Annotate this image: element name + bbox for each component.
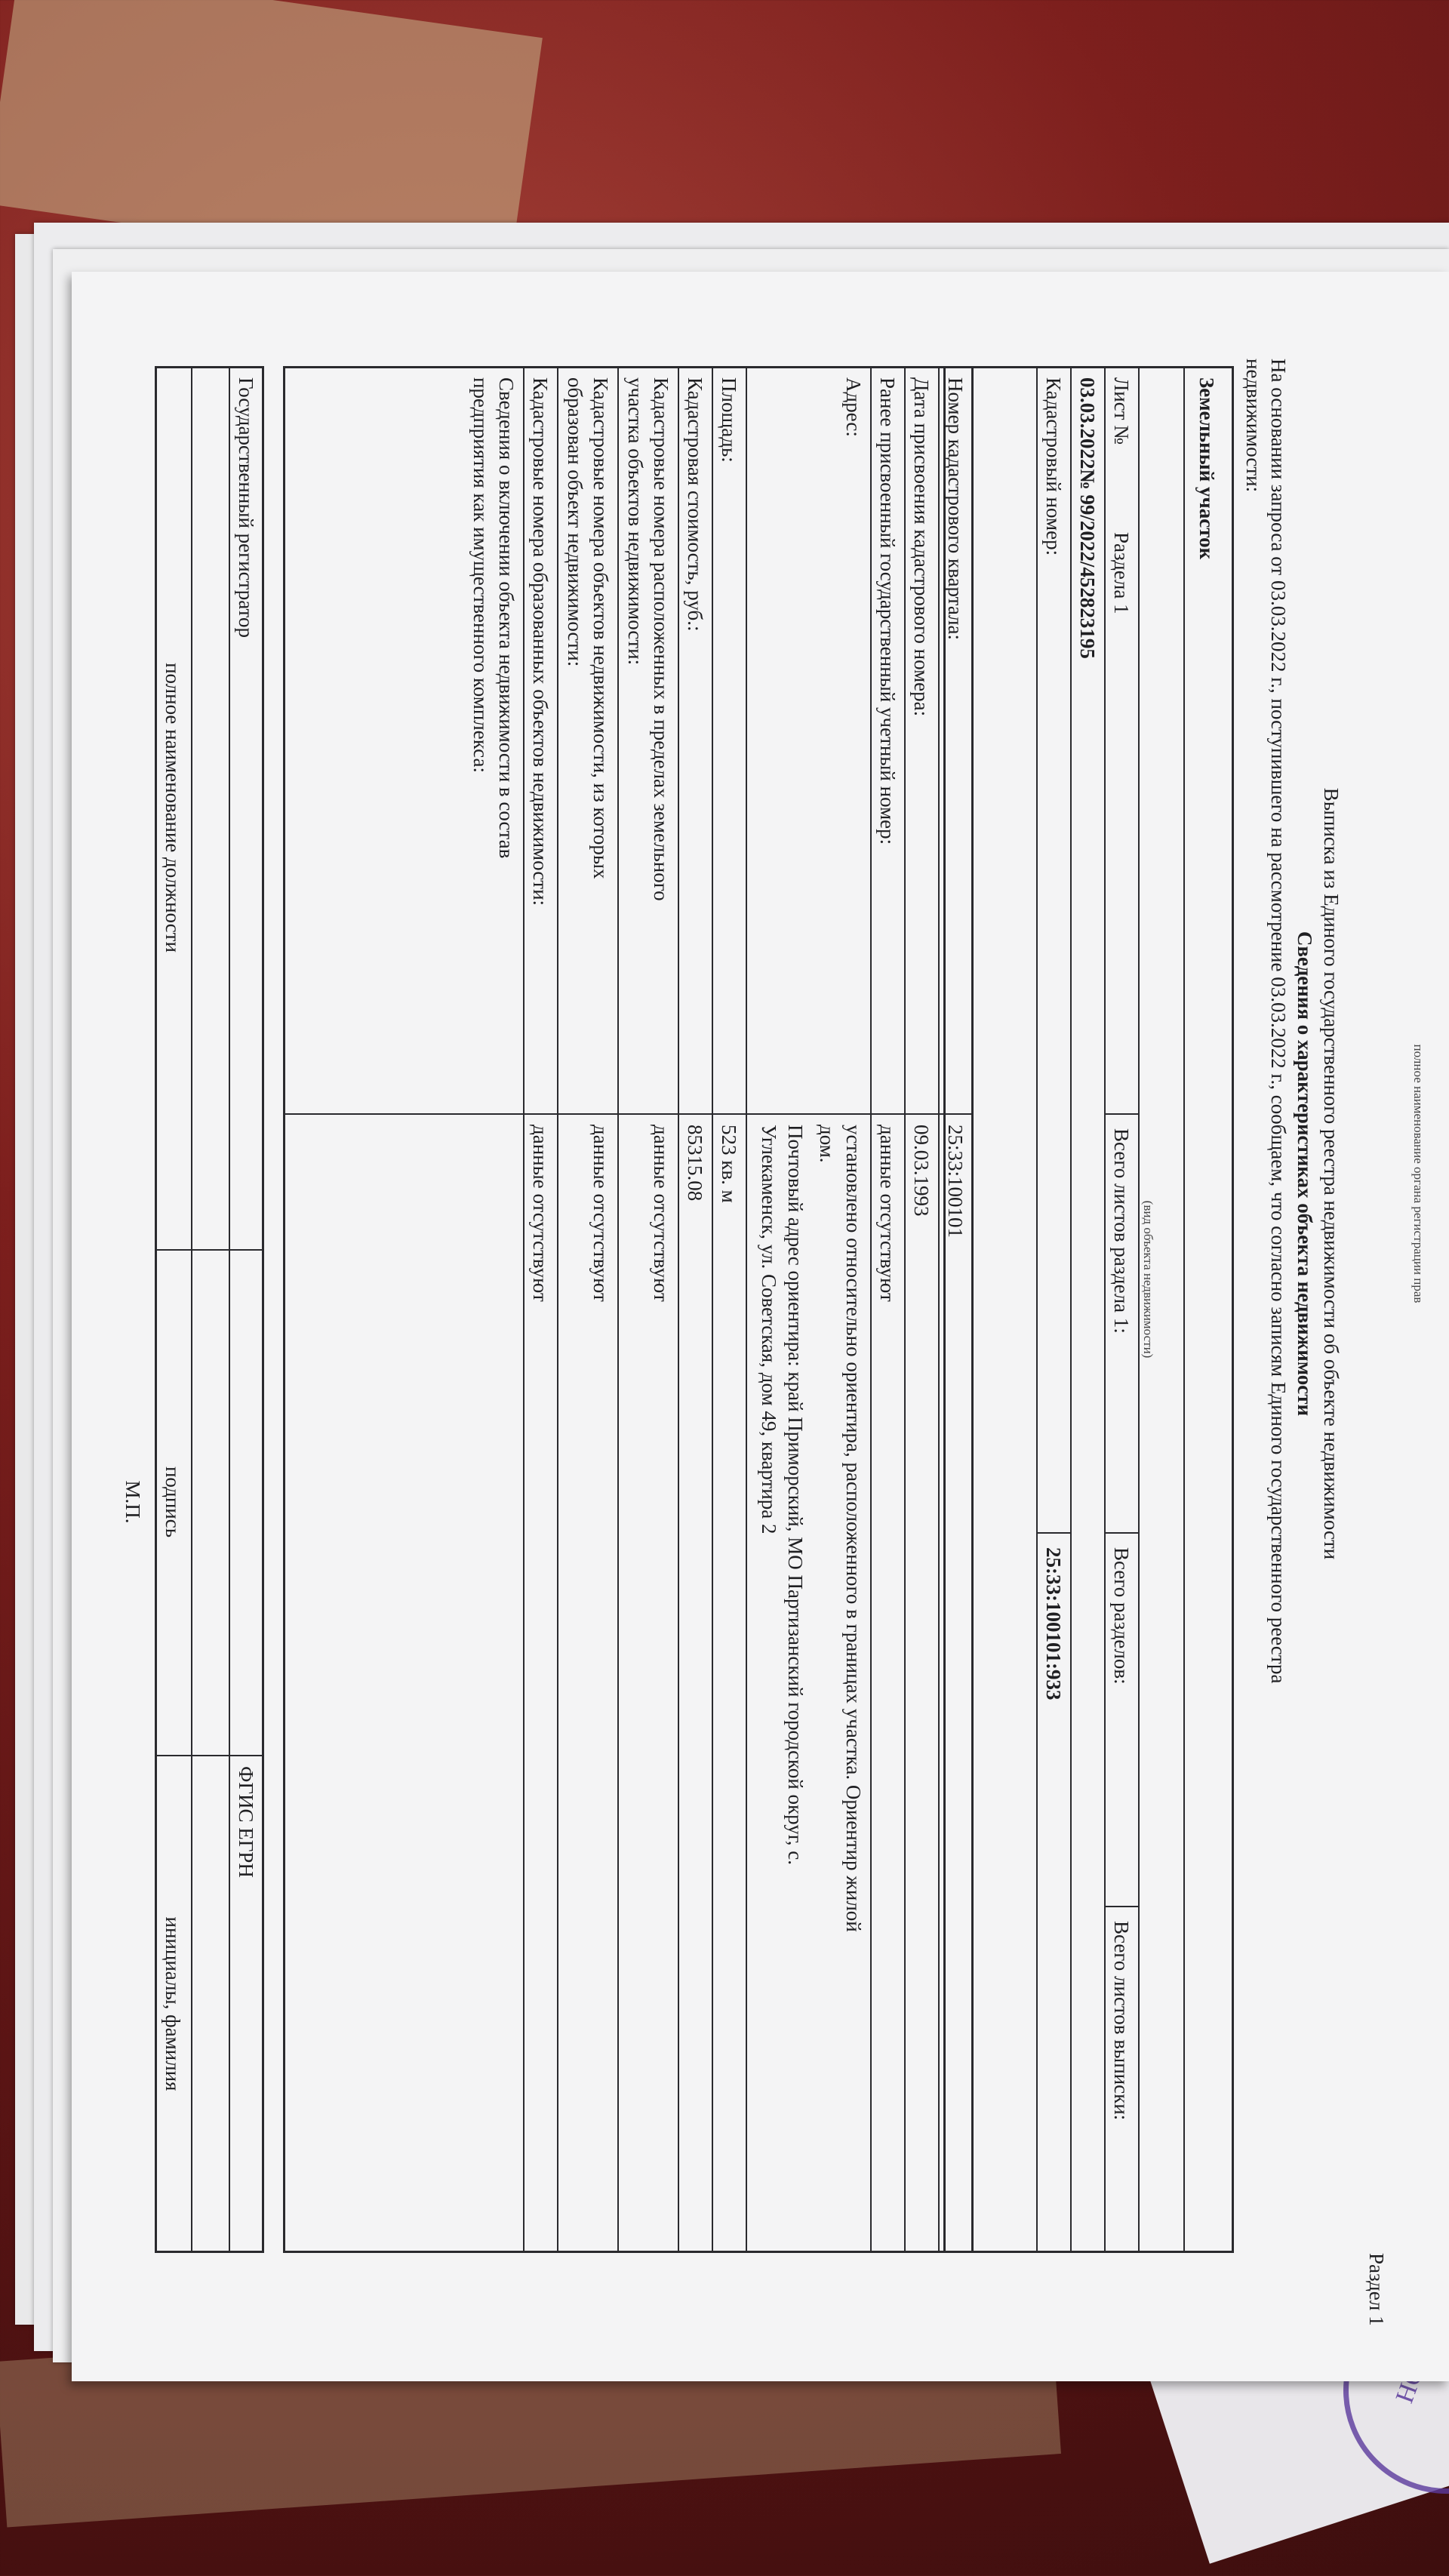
divider [155, 1249, 264, 1251]
cadastral-number-value: 25:33:100101:933 [1042, 1547, 1065, 1700]
table-row-divider [870, 366, 872, 2253]
divider [1106, 1113, 1140, 1115]
table-row-value: данные отсутствуют [650, 1125, 672, 1302]
signature-caption: подпись [162, 1466, 184, 1538]
address-line4: Углекаменск, ул. Советская, дом 49, квартира 2 [758, 1125, 780, 1534]
divider [229, 366, 230, 2253]
request-date-number: 03.03.2022№ 99/2022/452823195 [1076, 377, 1099, 659]
table-row-divider [678, 366, 679, 2253]
table-row-value: 09.03.1993 [910, 1125, 933, 1217]
object-type: Земельный участок [1195, 377, 1218, 560]
section-label: Раздел 1 [1365, 2253, 1388, 2326]
divider [1070, 366, 1072, 2253]
registrar-name: ФГИС ЕГРН [235, 1766, 257, 1878]
divider [1036, 366, 1038, 2253]
table-row-label: Адрес: [842, 377, 865, 437]
table-row-divider [746, 366, 747, 2253]
object-type-caption: (вид объекта недвижимости) [1141, 1200, 1155, 1359]
initials-caption: инициалы, фамилия [162, 1916, 184, 2091]
table-row-label: Дата присвоения кадастрового номера: [910, 377, 933, 717]
document-content [106, 343, 1449, 2427]
total-sections: Всего разделов: [1110, 1547, 1133, 1685]
table-row-divider [617, 366, 619, 2253]
cadastral-number-label: Кадастровый номер: [1042, 377, 1065, 556]
table-row-label: Сведения о включении объекта недвижимости в состав [495, 377, 518, 859]
table-row-value: данные отсутствуют [529, 1125, 552, 1302]
table-row-value: 25:33:100101 [944, 1125, 967, 1239]
table-row-label: участка объектов недвижимости: [624, 377, 647, 666]
sheet-number: Лист № [1110, 377, 1133, 445]
total-sheets: Всего листов выписки: [1110, 1921, 1133, 2121]
table-row-label: Кадастровые номера образованных объектов недвижимости: [529, 377, 552, 906]
table-row-label: Номер кадастрового квартала: [944, 377, 967, 640]
table-row-label: Кадастровые номера расположенных в пределах земельного [650, 377, 672, 901]
intro-text-line2: недвижимости: [1242, 359, 1265, 493]
table-row-label: Кадастровые номера объектов недвижимости, из которых [589, 377, 612, 879]
address-line1: установлено относительно ориентира, расположенного в границах участка. Ориентир жилой [842, 1125, 865, 1932]
table-row-label: образован объект недвижимости: [564, 377, 586, 667]
position-caption: полное наименование должности [162, 663, 184, 953]
document-subtitle: Сведения о характеристиках объекта недвижимости [1294, 931, 1316, 1417]
divider [155, 1755, 264, 1756]
table-row-label: предприятия как имущественного комплекса: [469, 377, 492, 773]
table-row-label: Ранее присвоенный государственный учетный номер: [876, 377, 899, 845]
table-row-value: данные отсутствуют [876, 1125, 899, 1302]
table-row-divider [904, 366, 906, 2253]
authority-caption: полное наименование органа регистрации прав [1411, 1044, 1426, 1303]
table-row-divider [523, 366, 525, 2253]
registrar-position: Государственный регистратор [235, 377, 257, 639]
sheets-in-section: Всего листов раздела 1: [1110, 1128, 1133, 1334]
document-title: Выписка из Единого государственного реестра недвижимости об объекте недвижимости [1320, 787, 1343, 1560]
table-row-value: 523 кв. м [718, 1125, 740, 1203]
table-row-label: Кадастровая стоимость, руб.: [684, 377, 706, 632]
divider [1106, 1906, 1140, 1907]
address-line3: Почтовый адрес ориентира: край Приморский, МО Партизанский городской округ, с. [784, 1125, 807, 1866]
table-row-value: 85315.08 [684, 1125, 706, 1202]
table-row-value: данные отсутствуют [589, 1125, 612, 1302]
divider [1138, 366, 1140, 2253]
document-sheet [72, 272, 1449, 2381]
table-row-divider [938, 366, 940, 2253]
divider [1106, 1532, 1140, 1534]
stamp-place: М.П. [122, 1480, 144, 1524]
section-reference: Раздела 1 [1110, 532, 1133, 614]
address-line2: дом. [816, 1125, 838, 1163]
intro-text-line1: На основании запроса от 03.03.2022 г., поступившего на рассмотрение 03.03.2022 г., сообщаем, что согласно записям Единого государственного реестра [1267, 359, 1290, 1684]
divider [1104, 366, 1106, 2253]
table-row-label: Площадь: [718, 377, 740, 463]
divider [1183, 366, 1185, 2253]
divider [1038, 1532, 1072, 1534]
table-row-divider [712, 366, 713, 2253]
divider [191, 366, 192, 2253]
table-row-divider [557, 366, 558, 2253]
